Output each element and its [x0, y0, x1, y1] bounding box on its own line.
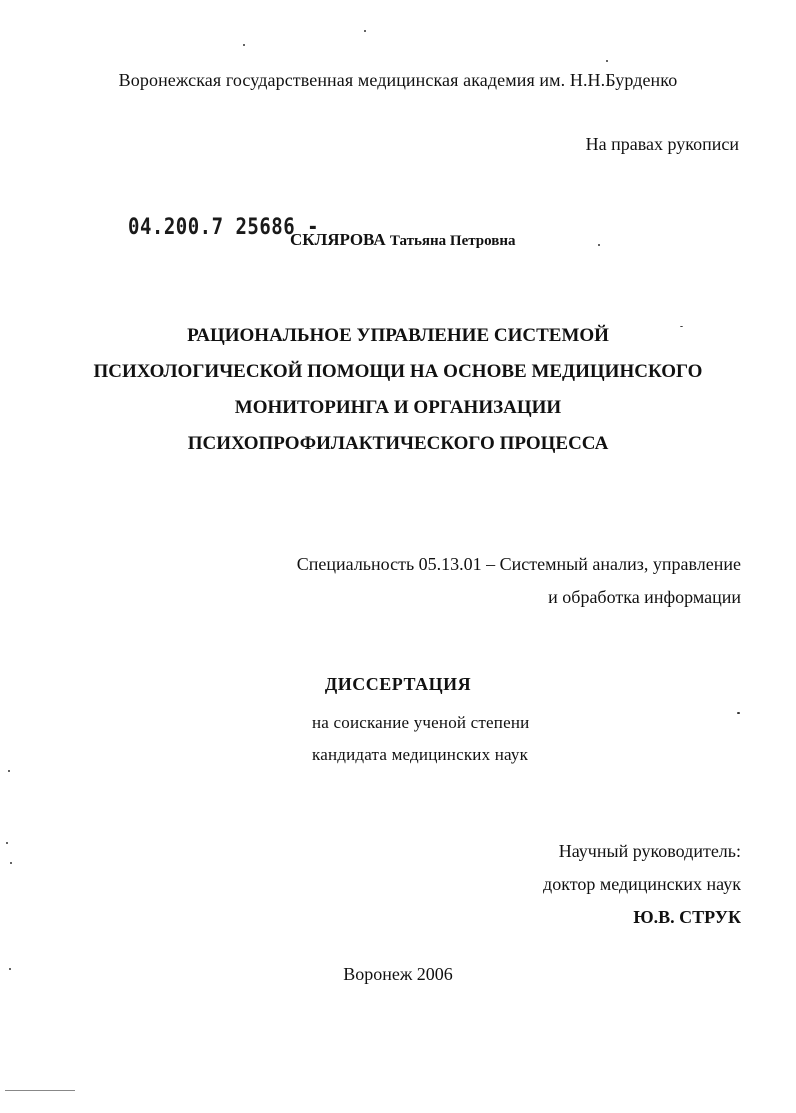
title-line-4: ПСИХОПРОФИЛАКТИЧЕСКОГО ПРОЦЕССА	[187, 433, 609, 454]
scan-speck	[606, 60, 608, 62]
institution-name: Воронежская государственная медицинская академия им. Н.Н.Бурденко	[118, 70, 678, 90]
dissertation-heading: ДИССЕРТАЦИЯ	[324, 674, 472, 694]
scan-speck	[243, 44, 245, 46]
scan-speck	[364, 30, 366, 32]
scan-speck	[10, 862, 12, 864]
specialty-line-2: и обработка информации	[548, 587, 741, 607]
scan-speck	[6, 842, 8, 844]
rights-note: На правах рукописи	[585, 134, 739, 154]
degree-line-2: кандидата медицинских наук	[312, 745, 529, 764]
author-surname: СКЛЯРОВА	[290, 230, 386, 249]
supervisor-name: Ю.В. СТРУК	[633, 907, 741, 927]
registration-stamp: 04.200.7 25686 -	[128, 214, 320, 240]
dissertation-title	[0, 318, 796, 462]
scan-speck	[9, 968, 11, 970]
title-line-3: МОНИТОРИНГА И ОРГАНИЗАЦИИ	[234, 397, 562, 418]
scan-speck	[680, 326, 683, 327]
specialty	[297, 548, 741, 614]
title-line-2: ПСИХОЛОГИЧЕСКОЙ ПОМОЩИ НА ОСНОВЕ МЕДИЦИНСКОГО	[93, 361, 703, 382]
supervisor-degree: доктор медицинских наук	[543, 874, 741, 894]
author-name	[290, 230, 516, 250]
degree-description	[312, 707, 529, 771]
supervisor-block	[543, 835, 741, 934]
scan-speck	[598, 244, 600, 246]
city-year: Воронеж 2006	[343, 964, 453, 984]
specialty-line-1: Специальность 05.13.01 – Системный анализ, управление	[296, 554, 741, 574]
author-given-names: Татьяна Петровна	[389, 233, 516, 249]
scan-speck	[5, 1090, 75, 1091]
scan-speck	[8, 770, 10, 772]
title-line-1: РАЦИОНАЛЬНОЕ УПРАВЛЕНИЕ СИСТЕМОЙ	[187, 325, 609, 346]
supervisor-label: Научный руководитель:	[558, 841, 741, 861]
degree-line-1: на соискание ученой степени	[312, 713, 530, 732]
scan-speck	[737, 712, 740, 714]
